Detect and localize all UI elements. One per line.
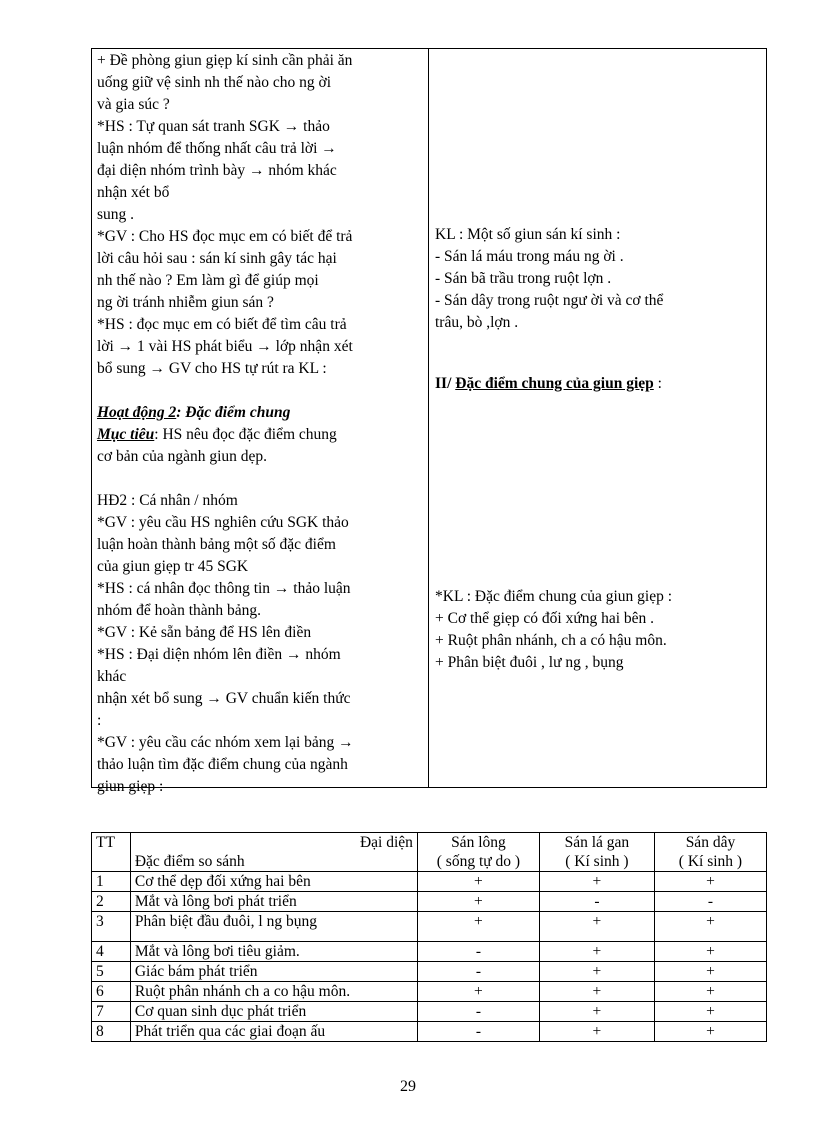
row-number: 6 <box>92 982 131 1002</box>
row-value-1: - <box>417 1022 539 1042</box>
text-line: *HS : cá nhân đọc thông tin → thảo luận <box>97 580 351 597</box>
text-line: sung . <box>97 206 135 223</box>
row-value-3: + <box>654 942 766 962</box>
row-feature: Mắt và lông bơi tiêu giảm. <box>130 942 417 962</box>
activity-2-heading <box>97 402 424 424</box>
text-line: + Phân biệt đuôi , lư ng , bụng <box>435 654 624 671</box>
row-value-2: + <box>539 1022 654 1042</box>
text-line: - Sán dây trong ruột ngư ời và cơ thể <box>435 292 664 309</box>
comparison-row <box>92 982 767 1002</box>
row-value-1: + <box>417 872 539 892</box>
row-value-3: + <box>654 912 766 942</box>
row-value-3: + <box>654 1002 766 1022</box>
row-feature: Phát triển qua các giai đoạn ấu <box>130 1022 417 1042</box>
lesson-table <box>91 48 767 795</box>
text-line: - Sán bã trầu trong ruột lợn . <box>435 270 612 287</box>
text-line: HĐ2 : Cá nhân / nhóm <box>97 492 238 509</box>
row-value-2: + <box>539 962 654 982</box>
page-number: 29 <box>400 1078 416 1095</box>
comparison-row <box>92 912 767 942</box>
comparison-row <box>92 962 767 982</box>
teacher-student-activities-column <box>92 49 429 795</box>
row-feature: Cơ thể dẹp đối xứng hai bên <box>130 872 417 892</box>
spacer <box>97 380 424 402</box>
row-value-3: + <box>654 872 766 892</box>
text-line: *GV : Cho HS đọc mục em có biết để trả <box>97 228 353 245</box>
row-feature: Mắt và lông bơi phát triển <box>130 892 417 912</box>
text-line: KL : Một số giun sán kí sinh : <box>435 226 621 243</box>
text-line: + Đề phòng giun giẹp kí sinh cần phải ăn <box>97 52 353 69</box>
header-tt: TT <box>92 833 131 872</box>
header-col-1: Sán lông ( sống tự do ) <box>417 833 539 872</box>
text-line: - Sán lá máu trong máu ng ời . <box>435 248 624 265</box>
header-feature-label: Đặc điểm so sánh <box>134 853 245 870</box>
text-line: *GV : yêu cầu các nhóm xem lại bảng → <box>97 734 354 751</box>
objective-line <box>97 424 424 446</box>
row-value-3: + <box>654 982 766 1002</box>
conclusion-parasites <box>435 224 663 334</box>
text-line: đại diện nhóm trình bày → nhóm khác <box>97 162 337 179</box>
text-line: trâu, bò ,lợn . <box>435 314 519 331</box>
text-line: luận nhóm để thống nhất câu trả lời → <box>97 140 337 157</box>
row-value-1: - <box>417 1002 539 1022</box>
text-line: *HS : đọc mục em có biết để tìm câu trả <box>97 316 347 333</box>
text-line: thảo luận tìm đặc điểm chung của ngành <box>97 756 348 773</box>
comparison-row <box>92 942 767 962</box>
row-value-1: - <box>417 962 539 982</box>
comparison-row <box>92 892 767 912</box>
row-feature: Cơ quan sinh dục phát triển <box>130 1002 417 1022</box>
row-value-2: + <box>539 982 654 1002</box>
row-number: 5 <box>92 962 131 982</box>
comparison-row <box>92 1022 767 1042</box>
text-line: *HS : Tự quan sát tranh SGK → thảo <box>97 118 330 135</box>
row-value-1: - <box>417 942 539 962</box>
activity-2-rest: : Đặc điểm chung <box>176 404 291 421</box>
row-value-1: + <box>417 892 539 912</box>
activity-2-title: Hoạt động 2 <box>97 404 177 421</box>
text-line: bổ sung → GV cho HS tự rút ra KL : <box>97 360 327 377</box>
text-line: lời câu hỏi sau : sán kí sinh gây tác hại <box>97 250 337 267</box>
text-line: ng ời tránh nhiễm giun sán ? <box>97 294 274 311</box>
row-value-1: + <box>417 982 539 1002</box>
comparison-table <box>91 832 767 1042</box>
text-line: khác <box>97 668 127 685</box>
text-line: giun giẹp : <box>97 778 164 795</box>
text-line: nhóm để hoàn thành bảng. <box>97 602 262 619</box>
text-line: : <box>97 712 102 729</box>
row-value-2: - <box>539 892 654 912</box>
text-line: của giun giẹp tr 45 SGK <box>97 558 249 575</box>
text-line: *GV : yêu cầu HS nghiên cứu SGK thảo <box>97 514 349 531</box>
header-col-2: Sán lá gan ( Kí sinh ) <box>539 833 654 872</box>
row-feature: Phân biệt đầu đuôi, l ng bụng <box>130 912 417 942</box>
row-value-3: + <box>654 1022 766 1042</box>
row-number: 7 <box>92 1002 131 1022</box>
row-feature: Ruột phân nhánh ch a co hậu môn. <box>130 982 417 1002</box>
objective-label: Mục tiêu <box>97 426 155 443</box>
comparison-header-row <box>92 833 767 872</box>
text-line: + Cơ thể giẹp có đối xứng hai bên . <box>435 610 655 627</box>
comparison-row <box>92 1002 767 1022</box>
text-line: + Ruột phân nhánh, ch a có hậu môn. <box>435 632 667 649</box>
text-line: cơ bản của ngành giun dẹp. <box>97 448 268 465</box>
objective-text: : HS nêu đọc đặc điểm chung <box>154 426 337 443</box>
header-feature <box>130 833 417 872</box>
row-feature: Giác bám phát triển <box>130 962 417 982</box>
row-value-2: + <box>539 872 654 892</box>
text-line: nhận xét bổ sung → GV chuẩn kiến thức <box>97 690 351 707</box>
section-2-heading: II/ Đặc điểm chung của giun giẹp : <box>435 375 662 392</box>
header-representative: Đại diện <box>359 834 413 851</box>
conclusion-general-features <box>435 586 672 674</box>
text-line: *HS : Đại diện nhóm lên điền → nhóm <box>97 646 341 663</box>
row-value-3: - <box>654 892 766 912</box>
text-line: *KL : Đặc điểm chung của giun giẹp : <box>435 588 673 605</box>
header-col-3: Sán dây ( Kí sinh ) <box>654 833 766 872</box>
row-value-1: + <box>417 912 539 942</box>
text-line: luận hoàn thành bảng một số đặc điểm <box>97 536 336 553</box>
row-value-2: + <box>539 912 654 942</box>
row-value-3: + <box>654 962 766 982</box>
comparison-row <box>92 872 767 892</box>
row-number: 3 <box>92 912 131 942</box>
row-number: 2 <box>92 892 131 912</box>
text-line: lời → 1 vài HS phát biểu → lớp nhận xét <box>97 338 353 355</box>
text-line: nhận xét bổ <box>97 184 170 201</box>
spacer <box>97 468 424 490</box>
row-value-2: + <box>539 1002 654 1022</box>
text-line: uống giữ vệ sinh nh thế nào cho ng ời <box>97 74 331 91</box>
row-value-2: + <box>539 942 654 962</box>
row-number: 8 <box>92 1022 131 1042</box>
text-line: nh thế nào ? Em làm gì để giúp mọi <box>97 272 319 289</box>
content-column <box>429 49 766 787</box>
text-line: *GV : Kẻ sẵn bảng để HS lên điền <box>97 624 312 641</box>
row-number: 1 <box>92 872 131 892</box>
row-number: 4 <box>92 942 131 962</box>
text-line: và gia súc ? <box>97 96 170 113</box>
